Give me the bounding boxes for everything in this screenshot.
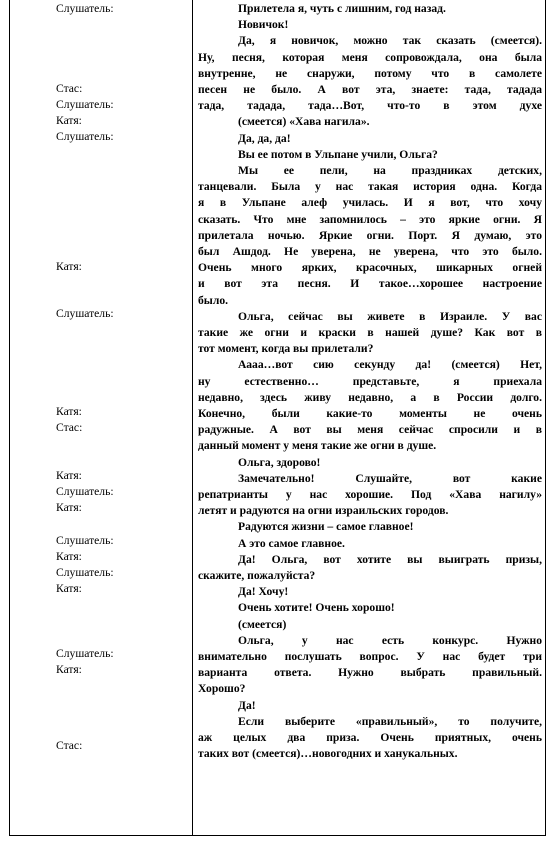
speaker-label: Катя: <box>56 114 82 127</box>
dialogue-line: Мы ее пели, на праздниках детских, <box>238 164 542 177</box>
dialogue-line: Замечательно! Слушайте, вот какие <box>238 471 542 485</box>
dialogue-line: недавно, здесь живу недавно, а в России долго. <box>198 390 542 404</box>
speaker-label: Слушатель: <box>56 566 114 579</box>
column-divider <box>192 0 193 836</box>
dialogue-line: летят и радуются на огни израильских городов. <box>198 504 449 518</box>
dialogue-line: песен не было. А вот эта, знаете: тада, тадада <box>198 83 542 96</box>
speaker-label: Катя: <box>56 501 82 514</box>
dialogue-line: Да! Хочу! <box>238 585 289 599</box>
dialogue-line: Если выберите «правильный», то получите, <box>238 714 542 728</box>
dialogue-line: танцевали. Была у нас такая история одна. Когда <box>198 180 542 194</box>
speaker-label: Катя: <box>56 260 82 273</box>
dialogue-line: таких вот (смеется)…новогодних и ханукальных. <box>198 747 458 761</box>
dialogue-line: Да, я новичок, можно так сказать (смеется). <box>238 34 542 48</box>
dialogue-line: ну естественно… представьте, я приехала <box>198 374 542 388</box>
speaker-label: Катя: <box>56 663 82 676</box>
dialogue-line: тот момент, когда вы прилетали? <box>198 342 374 356</box>
dialogue-line: Вы ее потом в Ульпане учили, Ольга? <box>238 147 438 161</box>
dialogue-line: внутренне, не снаружи, потому что в самолете <box>198 66 542 80</box>
dialogue-line: Радуются жизни – самое главное! <box>238 520 414 534</box>
dialogue-line: Новичок! <box>238 18 289 32</box>
dialogue-line: тада, тадада, тада…Вот, что-то в этом духе <box>198 99 542 113</box>
speaker-label: Катя: <box>56 405 82 418</box>
dialogue-line: Да! <box>238 698 256 712</box>
speaker-label: Стас: <box>56 739 83 752</box>
speaker-label: Слушатель: <box>56 534 114 547</box>
dialogue-line: Ольга, здорово! <box>238 455 321 469</box>
speaker-label: Катя: <box>56 582 82 595</box>
dialogue-line: Очень много ярких, красочных, шикарных огней <box>198 261 542 275</box>
dialogue-line: сказать. Что мне запомнилось – это яркие огни. Я <box>198 212 542 226</box>
dialogue-line: скажите, пожалуйста? <box>198 569 316 582</box>
dialogue-line: и вот эта песня. И такое…хорошее настроение <box>198 277 542 291</box>
speaker-label: Слушатель: <box>56 130 114 143</box>
dialogue-line: прилетала ночью. Яркие огни. Порт. Я думаю, это <box>198 228 542 242</box>
dialogue-line: варианта ответа. Нужно выбрать правильный. <box>198 666 542 680</box>
dialogue-line: Ну, песня, которая меня сопровождала, она была <box>198 50 542 64</box>
dialogue-line: Да, да, да! <box>238 131 291 145</box>
speaker-label: Стас: <box>56 82 83 95</box>
dialogue-line: Да! Ольга, вот хотите вы выиграть призы, <box>238 552 542 566</box>
speaker-label: Катя: <box>56 550 82 563</box>
dialogue-line: Конечно, были какие-то моменты не очень <box>198 407 542 420</box>
dialogue-line: (смеется) <box>238 617 287 631</box>
speaker-label: Стас: <box>56 421 83 434</box>
speaker-label: Слушатель: <box>56 307 114 320</box>
speaker-label: Слушатель: <box>56 2 114 15</box>
speaker-label: Слушатель: <box>56 98 114 111</box>
dialogue-line: данный момент у меня такие же огни в душе. <box>198 439 437 453</box>
dialogue-line: я в Ульпане алеф училась. И я вот, что хочу <box>198 196 542 210</box>
dialogue-line: было. <box>198 293 229 307</box>
dialogue-line: Хорошо? <box>198 682 246 696</box>
dialogue-line: Ольга, сейчас вы живете в Израиле. У вас <box>238 309 542 323</box>
dialogue-line: Очень хотите! Очень хорошо! <box>238 601 395 615</box>
dialogue-line: такие же огни и краски в нашей душе? Как вот в <box>198 326 542 339</box>
speaker-label: Катя: <box>56 469 82 482</box>
dialogue-line: внимательно послушать вопрос. У нас будет три <box>198 650 542 663</box>
dialogue-line: был Ашдод. Не уверена, не уверена, что это было. <box>198 245 542 258</box>
speaker-label: Слушатель: <box>56 485 114 498</box>
dialogue-line: радужные. А вот вы меня сейчас спросили и в <box>198 423 542 437</box>
dialogue-line: Ольга, у нас есть конкурс. Нужно <box>238 633 542 647</box>
dialogue-line: Прилетела я, чуть с лишним, год назад. <box>238 2 446 15</box>
dialogue-line: Аааа…вот сию секунду да! (смеется) Нет, <box>238 358 542 372</box>
dialogue-line: (смеется) «Хава нагила». <box>238 115 370 129</box>
dialogue-line: репатрианты у нас хорошие. Под «Хава нагилу» <box>198 488 542 501</box>
dialogue-line: А это самое главное. <box>238 536 345 550</box>
dialogue-line: аж целых два приза. Очень приятных, очень <box>198 731 542 744</box>
speaker-label: Слушатель: <box>56 647 114 660</box>
